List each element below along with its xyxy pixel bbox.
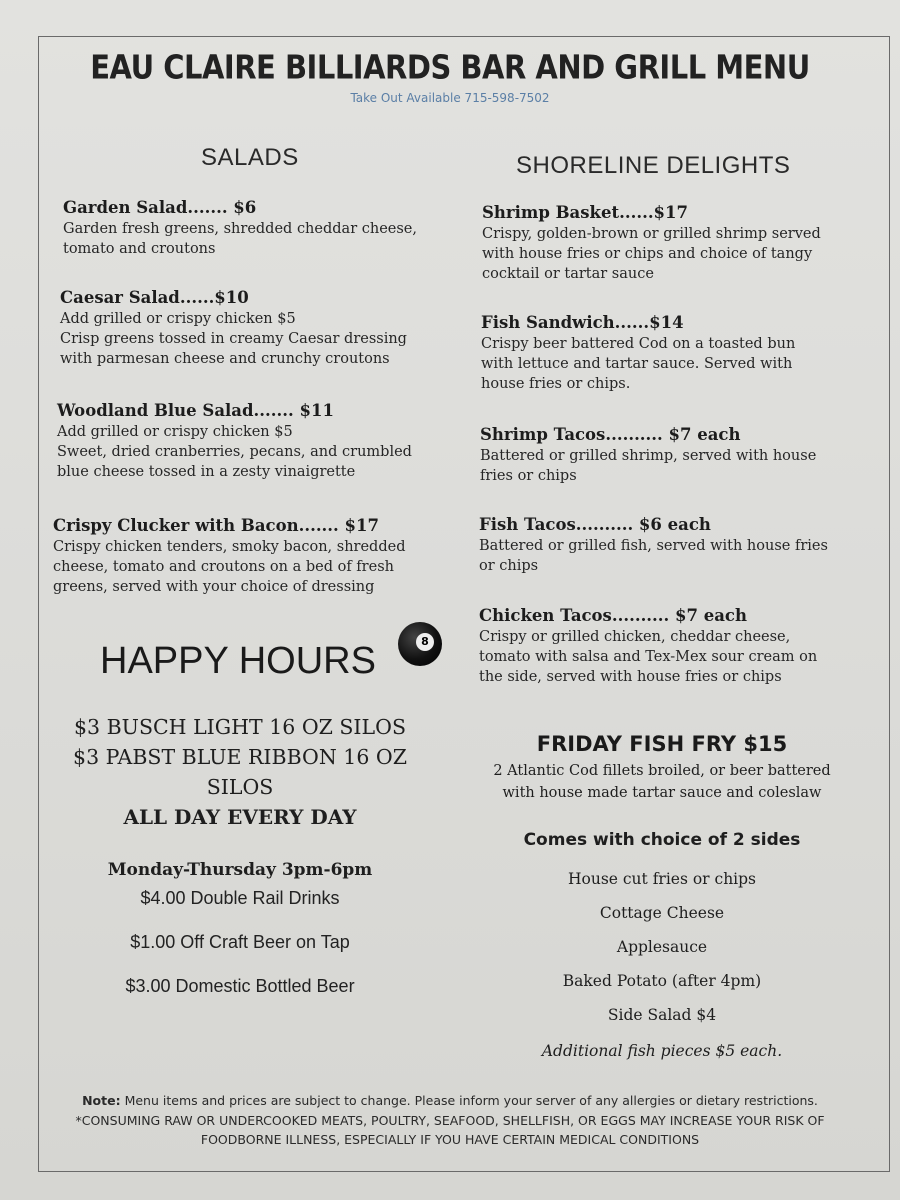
menu-item-crispy-clucker <box>53 515 405 597</box>
item-name: Fish Tacos.......... $6 each <box>479 515 711 534</box>
fish-fry-sides <box>462 830 862 1070</box>
additional-fish-note: Additional fish pieces $5 each. <box>541 1042 783 1060</box>
fish-fry-desc-line: 2 Atlantic Cod fillets broiled, or beer battered <box>493 763 831 779</box>
item-name: Shrimp Tacos.......... $7 each <box>480 425 741 444</box>
menu-title: EAU CLAIRE BILLIARDS BAR AND GRILL MENU <box>90 47 810 87</box>
item-desc-line: greens, served with your choice of dressing <box>53 579 375 595</box>
item-name: Woodland Blue Salad....... $11 <box>57 401 334 420</box>
side-option: Side Salad $4 <box>607 1006 717 1024</box>
item-desc-line: tomato and croutons <box>63 241 216 257</box>
item-name: Garden Salad....... $6 <box>63 198 257 217</box>
item-name: Chicken Tacos.......... $7 each <box>479 606 747 625</box>
happy-hours-weekday <box>40 860 440 1010</box>
happy-hours-heading: HAPPY HOURS <box>100 640 376 682</box>
menu-item-woodland-blue-salad <box>57 400 412 482</box>
beer-special-line: $3 BUSCH LIGHT 16 OZ SILOS <box>74 715 406 739</box>
menu-item-chicken-tacos <box>479 605 817 687</box>
side-option: Cottage Cheese <box>599 904 725 922</box>
shoreline-heading: SHORELINE DELIGHTS <box>516 152 791 179</box>
item-desc-line: Sweet, dried cranberries, pecans, and crumbled <box>57 444 412 460</box>
item-desc-line: with house fries or chips and choice of tangy <box>482 246 813 262</box>
beer-special-line: $3 PABST BLUE RIBBON 16 OZ <box>73 745 407 769</box>
sides-heading: Comes with choice of 2 sides <box>523 830 801 850</box>
item-desc-line: with lettuce and tartar sauce. Served with <box>481 356 793 372</box>
item-desc-line: Garden fresh greens, shredded cheddar cheese, <box>63 221 417 237</box>
item-name: Fish Sandwich......$14 <box>481 313 684 332</box>
beer-special-line: SILOS <box>206 775 274 799</box>
warning-line: FOODBORNE ILLNESS, ESPECIALLY IF YOU HAVE CERTAIN MEDICAL CONDITIONS <box>200 1132 700 1147</box>
warning-line: *CONSUMING RAW OR UNDERCOOKED MEATS, POULTRY, SEAFOOD, SHELLFISH, OR EGGS MAY INCREASE YOUR RISK OF <box>75 1113 825 1128</box>
note-label: Note: <box>82 1093 121 1108</box>
fish-fry-section <box>462 732 862 804</box>
eight-ball-icon <box>398 622 442 666</box>
menu-item-caesar-salad <box>60 287 407 369</box>
menu-item-shrimp-basket <box>482 202 821 284</box>
item-desc-line: Add grilled or crispy chicken $5 <box>60 311 296 327</box>
eight-ball-number: 8 <box>416 633 434 651</box>
item-desc-line: blue cheese tossed in a zesty vinaigrette <box>57 464 356 480</box>
item-desc-line: Crispy beer battered Cod on a toasted bun <box>481 336 796 352</box>
item-desc-line: tomato with salsa and Tex-Mex sour cream on <box>479 649 818 665</box>
item-desc-line: Crispy or grilled chicken, cheddar cheese, <box>479 629 791 645</box>
item-desc-line: Battered or grilled fish, served with house fries <box>479 538 828 554</box>
weekday-hours: Monday-Thursday 3pm-6pm <box>107 860 373 880</box>
side-option: Applesauce <box>616 938 708 956</box>
item-desc-line: Battered or grilled shrimp, served with house <box>480 448 817 464</box>
happy-hours-beer-specials <box>40 712 440 832</box>
note-text: Menu items and prices are subject to change. Please inform your server of any allergies or dietary restrictions. <box>120 1093 818 1108</box>
item-name: Caesar Salad......$10 <box>60 288 249 307</box>
footer-note <box>30 1090 870 1149</box>
item-desc-line: Add grilled or crispy chicken $5 <box>57 424 293 440</box>
item-desc-line: cocktail or tartar sauce <box>482 266 654 282</box>
item-desc-line: the side, served with house fries or chips <box>479 669 782 685</box>
weekday-special: $4.00 Double Rail Drinks <box>140 888 340 908</box>
item-desc-line: Crispy, golden-brown or grilled shrimp served <box>482 226 821 242</box>
menu-item-shrimp-tacos <box>480 424 816 486</box>
allergy-note <box>30 1090 870 1111</box>
menu-item-garden-salad <box>63 197 417 259</box>
item-desc-line: cheese, tomato and croutons on a bed of fresh <box>53 559 394 575</box>
fish-fry-title: FRIDAY FISH FRY $15 <box>536 732 788 756</box>
takeout-phone: Take Out Available 715-598-7502 <box>350 91 550 105</box>
all-day-label: ALL DAY EVERY DAY <box>123 805 357 829</box>
item-desc-line: house fries or chips. <box>481 376 631 392</box>
weekday-special: $3.00 Domestic Bottled Beer <box>125 976 355 996</box>
item-desc-line: fries or chips <box>480 468 577 484</box>
side-option: House cut fries or chips <box>567 870 757 888</box>
item-name: Crispy Clucker with Bacon....... $17 <box>53 516 379 535</box>
menu-item-fish-sandwich <box>481 312 795 394</box>
side-option: Baked Potato (after 4pm) <box>562 972 762 990</box>
salads-heading: SALADS <box>201 144 299 171</box>
item-desc-line: or chips <box>479 558 539 574</box>
item-name: Shrimp Basket......$17 <box>482 203 689 222</box>
item-desc-line: with parmesan cheese and crunchy croutons <box>60 351 390 367</box>
item-desc-line: Crispy chicken tenders, smoky bacon, shredded <box>53 539 406 555</box>
item-desc-line: Crisp greens tossed in creamy Caesar dressing <box>60 331 407 347</box>
weekday-special: $1.00 Off Craft Beer on Tap <box>130 932 350 952</box>
fish-fry-desc-line: with house made tartar sauce and coleslaw <box>502 785 822 801</box>
menu-item-fish-tacos <box>479 514 828 576</box>
